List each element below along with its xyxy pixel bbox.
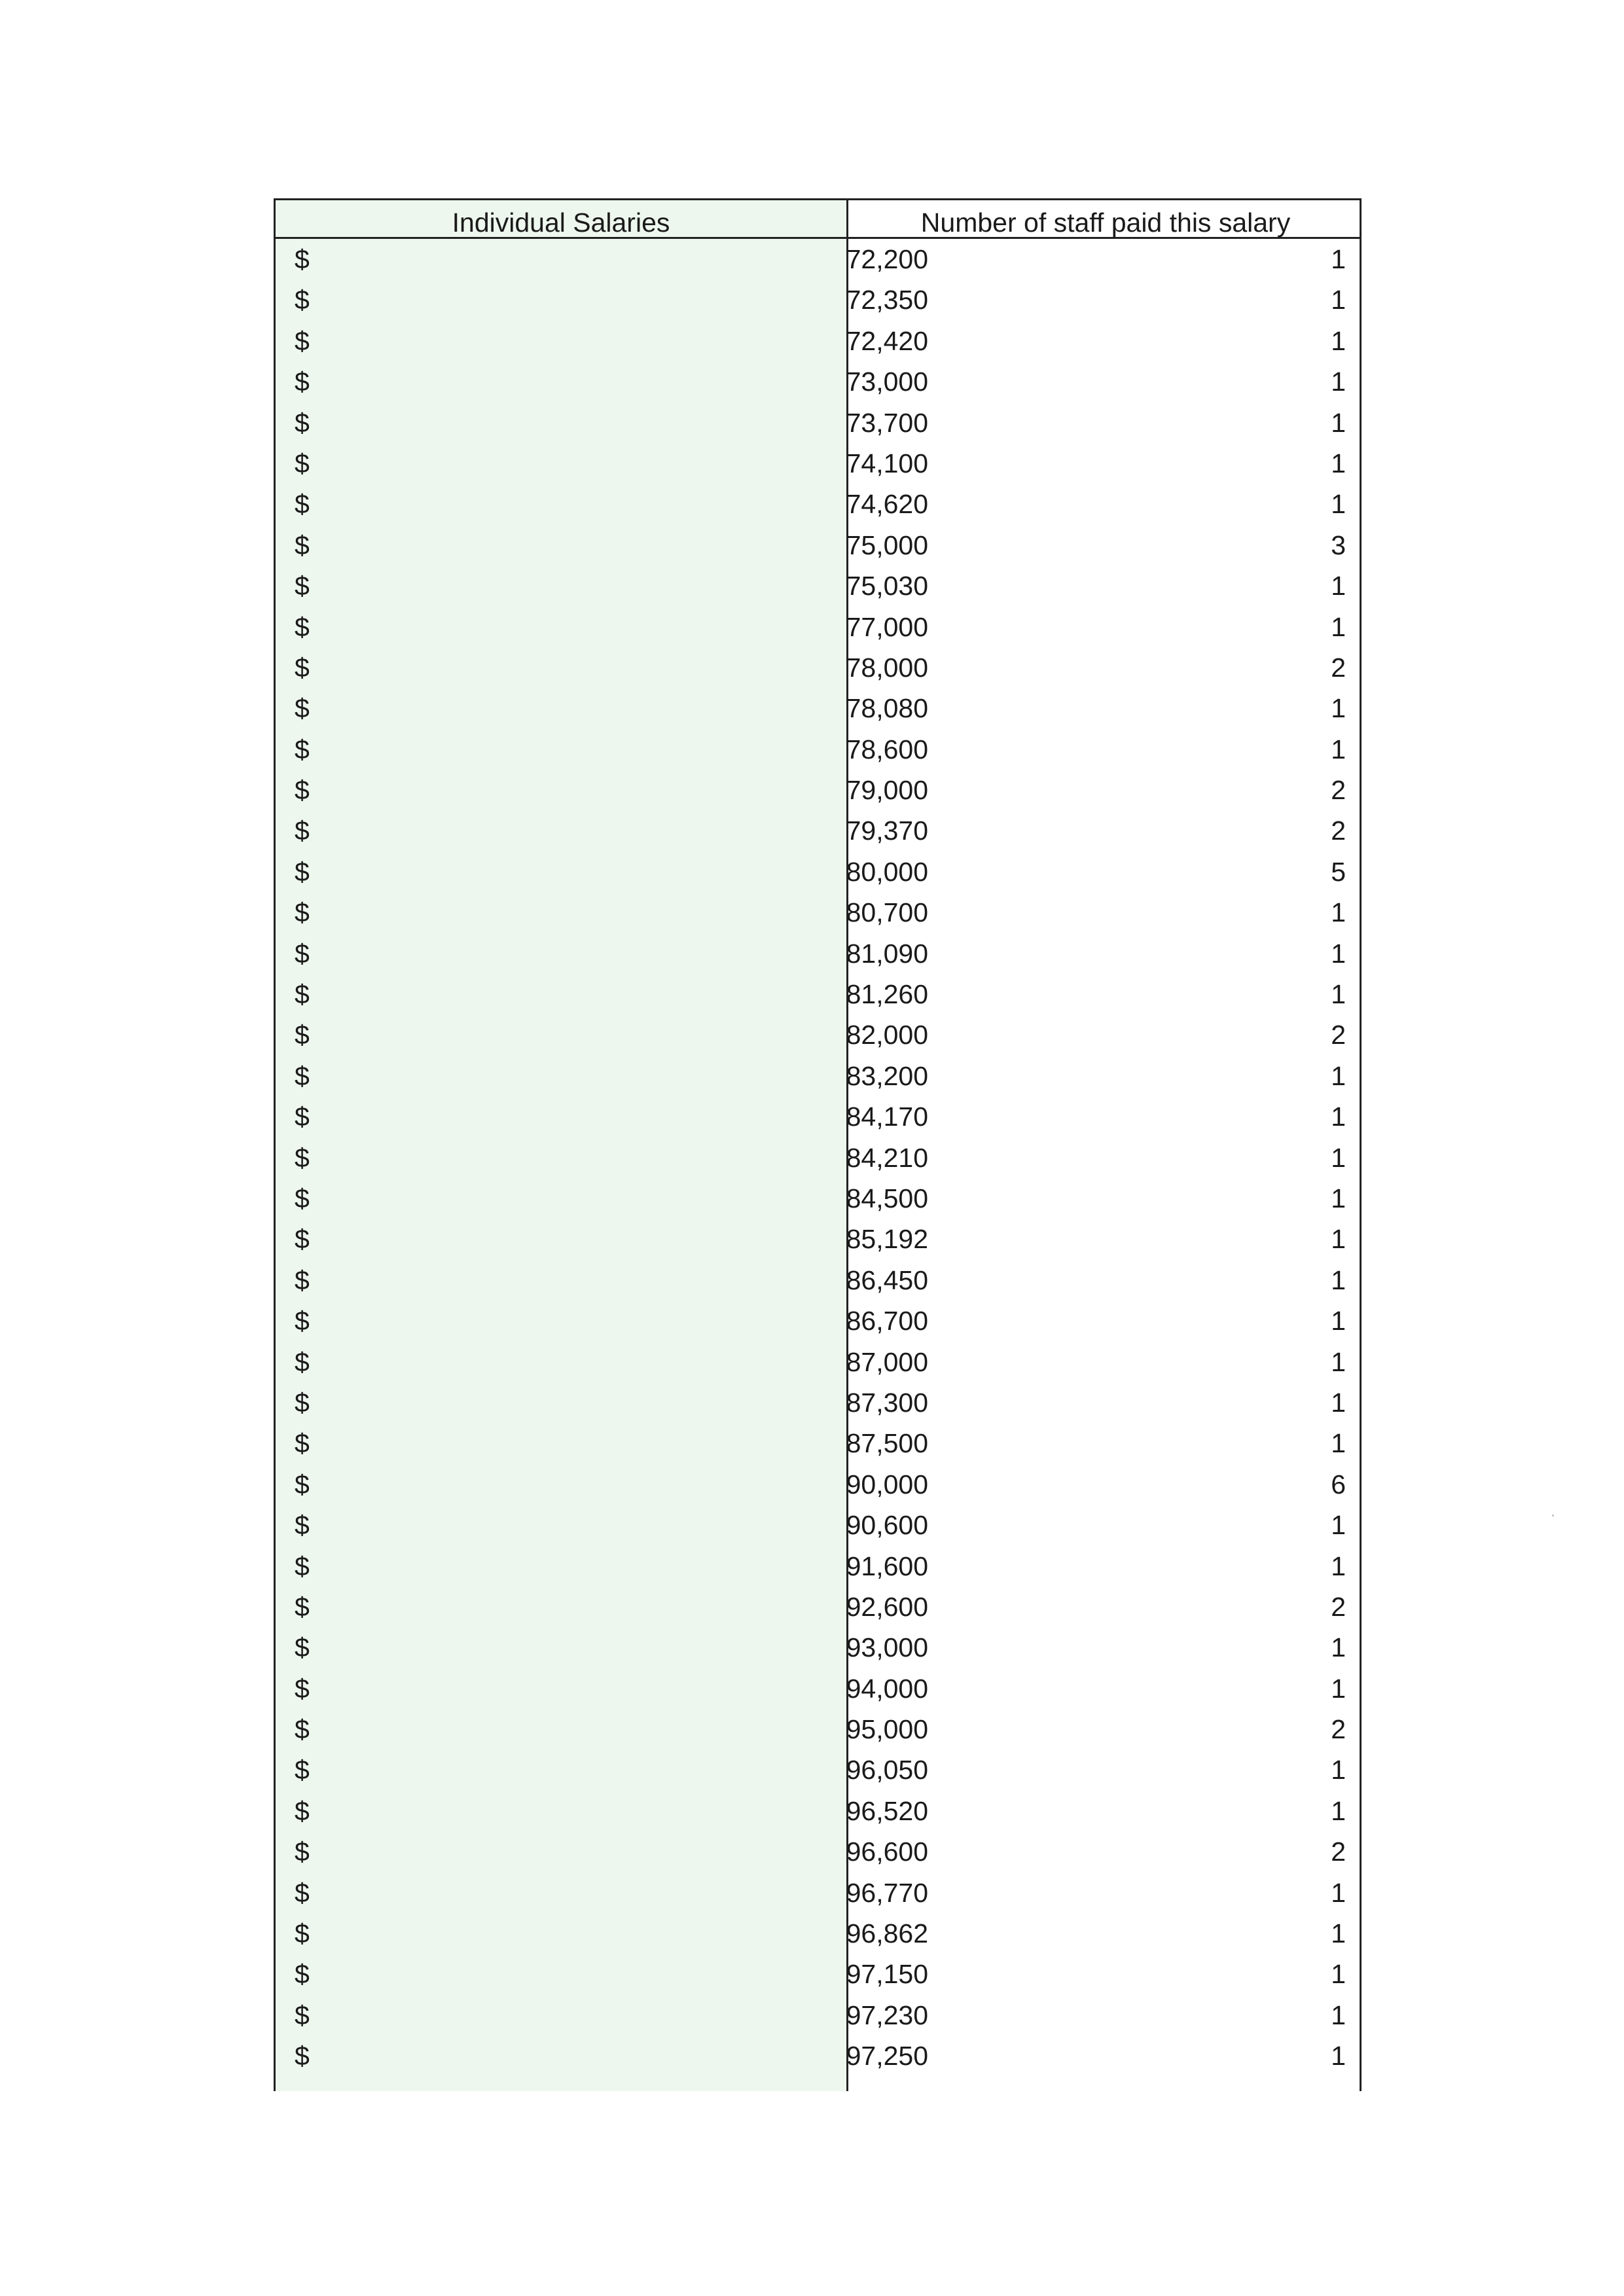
currency-symbol: $ xyxy=(295,1755,310,1785)
table-row xyxy=(274,1709,1362,1749)
currency-symbol: $ xyxy=(295,1346,310,1377)
currency-symbol: $ xyxy=(295,938,310,969)
salary-cell: 84,210 xyxy=(846,1142,928,1173)
currency-symbol: $ xyxy=(295,1265,310,1295)
currency-symbol: $ xyxy=(295,693,310,724)
staff-count-cell: 1 xyxy=(1331,1510,1346,1541)
table-row xyxy=(274,1873,1362,1913)
table-row xyxy=(274,1219,1362,1259)
scan-speck xyxy=(1552,1515,1554,1516)
staff-count-cell: 1 xyxy=(1331,1102,1346,1132)
table-row xyxy=(274,892,1362,933)
table-row xyxy=(274,852,1362,892)
salary-cell: 86,700 xyxy=(846,1306,928,1336)
table-row xyxy=(274,443,1362,484)
currency-symbol: $ xyxy=(295,1060,310,1091)
currency-symbol: $ xyxy=(295,489,310,520)
salary-cell: 82,000 xyxy=(846,1020,928,1050)
currency-symbol: $ xyxy=(295,2041,310,2072)
salary-cell: 72,350 xyxy=(846,285,928,315)
staff-count-cell: 1 xyxy=(1331,938,1346,969)
table-row xyxy=(274,647,1362,688)
table-row xyxy=(274,1260,1362,1300)
currency-symbol: $ xyxy=(295,611,310,642)
staff-count-cell: 1 xyxy=(1331,1673,1346,1704)
salary-cell: 97,230 xyxy=(846,2000,928,2030)
currency-symbol: $ xyxy=(295,1795,310,1826)
salary-cell: 80,700 xyxy=(846,897,928,928)
table-row xyxy=(274,1831,1362,1872)
table-row xyxy=(274,1178,1362,1219)
table-row xyxy=(274,1913,1362,1954)
staff-count-cell: 2 xyxy=(1331,1714,1346,1745)
currency-symbol: $ xyxy=(295,816,310,846)
salary-cell: 84,170 xyxy=(846,1102,928,1132)
count-column-header: Number of staff paid this salary xyxy=(920,207,1291,238)
table-row xyxy=(274,1423,1362,1463)
staff-count-cell: 3 xyxy=(1331,529,1346,560)
table-row xyxy=(274,1505,1362,1545)
table-row xyxy=(274,1096,1362,1137)
currency-symbol: $ xyxy=(295,529,310,560)
salary-cell: 72,200 xyxy=(846,244,928,274)
staff-count-cell: 6 xyxy=(1331,1469,1346,1499)
salary-cell: 90,600 xyxy=(846,1510,928,1541)
table-row xyxy=(274,1627,1362,1668)
staff-count-cell: 1 xyxy=(1331,1918,1346,1949)
currency-symbol: $ xyxy=(295,448,310,478)
table-row xyxy=(274,484,1362,524)
currency-symbol: $ xyxy=(295,1959,310,1990)
currency-symbol: $ xyxy=(295,734,310,764)
staff-count-cell: 1 xyxy=(1331,1755,1346,1785)
currency-symbol: $ xyxy=(295,1020,310,1050)
table-row xyxy=(274,1464,1362,1505)
currency-symbol: $ xyxy=(295,325,310,356)
salary-column-header: Individual Salaries xyxy=(452,207,670,238)
salary-cell: 78,600 xyxy=(846,734,928,764)
salary-cell: 72,420 xyxy=(846,325,928,356)
currency-symbol: $ xyxy=(295,1387,310,1418)
currency-symbol: $ xyxy=(295,1224,310,1255)
currency-symbol: $ xyxy=(295,1632,310,1663)
salary-cell: 78,080 xyxy=(846,693,928,724)
currency-symbol: $ xyxy=(295,367,310,397)
table-row xyxy=(274,1342,1362,1382)
salary-cell: 91,600 xyxy=(846,1551,928,1581)
salary-cell: 87,500 xyxy=(846,1428,928,1459)
table-row xyxy=(274,1954,1362,1994)
staff-count-cell: 1 xyxy=(1331,1265,1346,1295)
staff-count-cell: 1 xyxy=(1331,325,1346,356)
table-row xyxy=(274,525,1362,565)
table-row xyxy=(274,1382,1362,1423)
staff-count-cell: 1 xyxy=(1331,1224,1346,1255)
table-row xyxy=(274,770,1362,810)
currency-symbol: $ xyxy=(295,1306,310,1336)
staff-count-cell: 1 xyxy=(1331,2041,1346,2072)
staff-count-cell: 1 xyxy=(1331,571,1346,601)
currency-symbol: $ xyxy=(295,1918,310,1949)
table-row xyxy=(274,1791,1362,1831)
salary-cell: 84,500 xyxy=(846,1183,928,1213)
salary-cell: 80,000 xyxy=(846,856,928,887)
table-header-row xyxy=(274,198,1362,239)
currency-symbol: $ xyxy=(295,652,310,683)
table-row xyxy=(274,1138,1362,1178)
staff-count-cell: 2 xyxy=(1331,1020,1346,1050)
currency-symbol: $ xyxy=(295,2000,310,2030)
salary-cell: 77,000 xyxy=(846,611,928,642)
salary-cell: 97,150 xyxy=(846,1959,928,1990)
currency-symbol: $ xyxy=(295,1183,310,1213)
table-row xyxy=(274,1300,1362,1341)
table-row xyxy=(274,1995,1362,2036)
salary-cell: 74,100 xyxy=(846,448,928,478)
table-row xyxy=(274,1546,1362,1587)
currency-symbol: $ xyxy=(295,1551,310,1581)
currency-symbol: $ xyxy=(295,979,310,1010)
currency-symbol: $ xyxy=(295,1591,310,1622)
table-row xyxy=(274,729,1362,770)
salary-cell: 87,300 xyxy=(846,1387,928,1418)
salary-cell: 96,770 xyxy=(846,1877,928,1908)
salary-cell: 97,250 xyxy=(846,2041,928,2072)
table-row xyxy=(274,607,1362,647)
salary-cell: 96,050 xyxy=(846,1755,928,1785)
salary-cell: 87,000 xyxy=(846,1346,928,1377)
staff-count-cell: 2 xyxy=(1331,816,1346,846)
staff-count-cell: 1 xyxy=(1331,1959,1346,1990)
staff-count-cell: 1 xyxy=(1331,448,1346,478)
salary-cell: 95,000 xyxy=(846,1714,928,1745)
staff-count-cell: 1 xyxy=(1331,1632,1346,1663)
staff-count-cell: 1 xyxy=(1331,1346,1346,1377)
currency-symbol: $ xyxy=(295,775,310,806)
currency-symbol: $ xyxy=(295,407,310,438)
currency-symbol: $ xyxy=(295,1714,310,1745)
salary-cell: 79,370 xyxy=(846,816,928,846)
table-row xyxy=(274,565,1362,606)
staff-count-cell: 2 xyxy=(1331,775,1346,806)
currency-symbol: $ xyxy=(295,1428,310,1459)
salary-cell: 92,600 xyxy=(846,1591,928,1622)
salary-cell: 94,000 xyxy=(846,1673,928,1704)
staff-count-cell: 2 xyxy=(1331,652,1346,683)
salary-cell: 85,192 xyxy=(846,1224,928,1255)
table-row xyxy=(274,810,1362,851)
salary-cell: 75,030 xyxy=(846,571,928,601)
table-row xyxy=(274,279,1362,320)
table-row xyxy=(274,974,1362,1014)
table-body xyxy=(274,239,1362,2077)
table-row xyxy=(274,403,1362,443)
currency-symbol: $ xyxy=(295,1877,310,1908)
table-row xyxy=(274,688,1362,728)
salary-cell: 86,450 xyxy=(846,1265,928,1295)
currency-symbol: $ xyxy=(295,897,310,928)
staff-count-cell: 2 xyxy=(1331,1591,1346,1622)
staff-count-cell: 1 xyxy=(1331,1306,1346,1336)
staff-count-cell: 1 xyxy=(1331,611,1346,642)
currency-symbol: $ xyxy=(295,571,310,601)
table-row xyxy=(274,1668,1362,1709)
salary-cell: 73,000 xyxy=(846,367,928,397)
staff-count-cell: 1 xyxy=(1331,979,1346,1010)
table-row xyxy=(274,933,1362,974)
currency-symbol: $ xyxy=(295,1673,310,1704)
table-row xyxy=(274,361,1362,402)
staff-count-cell: 1 xyxy=(1331,285,1346,315)
table-row xyxy=(274,321,1362,361)
currency-symbol: $ xyxy=(295,1142,310,1173)
staff-count-cell: 1 xyxy=(1331,2000,1346,2030)
staff-count-cell: 1 xyxy=(1331,1387,1346,1418)
currency-symbol: $ xyxy=(295,1837,310,1867)
staff-count-cell: 1 xyxy=(1331,1428,1346,1459)
currency-symbol: $ xyxy=(295,1469,310,1499)
table-row xyxy=(274,2036,1362,2076)
currency-symbol: $ xyxy=(295,1510,310,1541)
salary-cell: 74,620 xyxy=(846,489,928,520)
staff-count-cell: 2 xyxy=(1331,1837,1346,1867)
salary-cell: 96,520 xyxy=(846,1795,928,1826)
salary-cell: 96,600 xyxy=(846,1837,928,1867)
table-row xyxy=(274,1749,1362,1790)
salary-cell: 73,700 xyxy=(846,407,928,438)
staff-count-cell: 1 xyxy=(1331,1183,1346,1213)
salary-cell: 78,000 xyxy=(846,652,928,683)
staff-count-cell: 1 xyxy=(1331,407,1346,438)
salary-cell: 81,090 xyxy=(846,938,928,969)
table-row xyxy=(274,1587,1362,1627)
staff-count-cell: 1 xyxy=(1331,734,1346,764)
staff-count-cell: 1 xyxy=(1331,1795,1346,1826)
currency-symbol: $ xyxy=(295,285,310,315)
staff-count-cell: 5 xyxy=(1331,856,1346,887)
staff-count-cell: 1 xyxy=(1331,1060,1346,1091)
currency-symbol: $ xyxy=(295,856,310,887)
salary-cell: 83,200 xyxy=(846,1060,928,1091)
salary-table xyxy=(274,198,1362,2091)
salary-cell: 96,862 xyxy=(846,1918,928,1949)
currency-symbol: $ xyxy=(295,244,310,274)
salary-cell: 93,000 xyxy=(846,1632,928,1663)
staff-count-cell: 1 xyxy=(1331,489,1346,520)
staff-count-cell: 1 xyxy=(1331,693,1346,724)
staff-count-cell: 1 xyxy=(1331,1551,1346,1581)
staff-count-cell: 1 xyxy=(1331,244,1346,274)
staff-count-cell: 1 xyxy=(1331,1142,1346,1173)
currency-symbol: $ xyxy=(295,1102,310,1132)
staff-count-cell: 1 xyxy=(1331,1877,1346,1908)
table-row xyxy=(274,1056,1362,1096)
salary-cell: 81,260 xyxy=(846,979,928,1010)
staff-count-cell: 1 xyxy=(1331,897,1346,928)
table-row xyxy=(274,239,1362,279)
salary-cell: 79,000 xyxy=(846,775,928,806)
table-row xyxy=(274,1014,1362,1055)
staff-count-cell: 1 xyxy=(1331,367,1346,397)
salary-cell: 75,000 xyxy=(846,529,928,560)
salary-cell: 90,000 xyxy=(846,1469,928,1499)
